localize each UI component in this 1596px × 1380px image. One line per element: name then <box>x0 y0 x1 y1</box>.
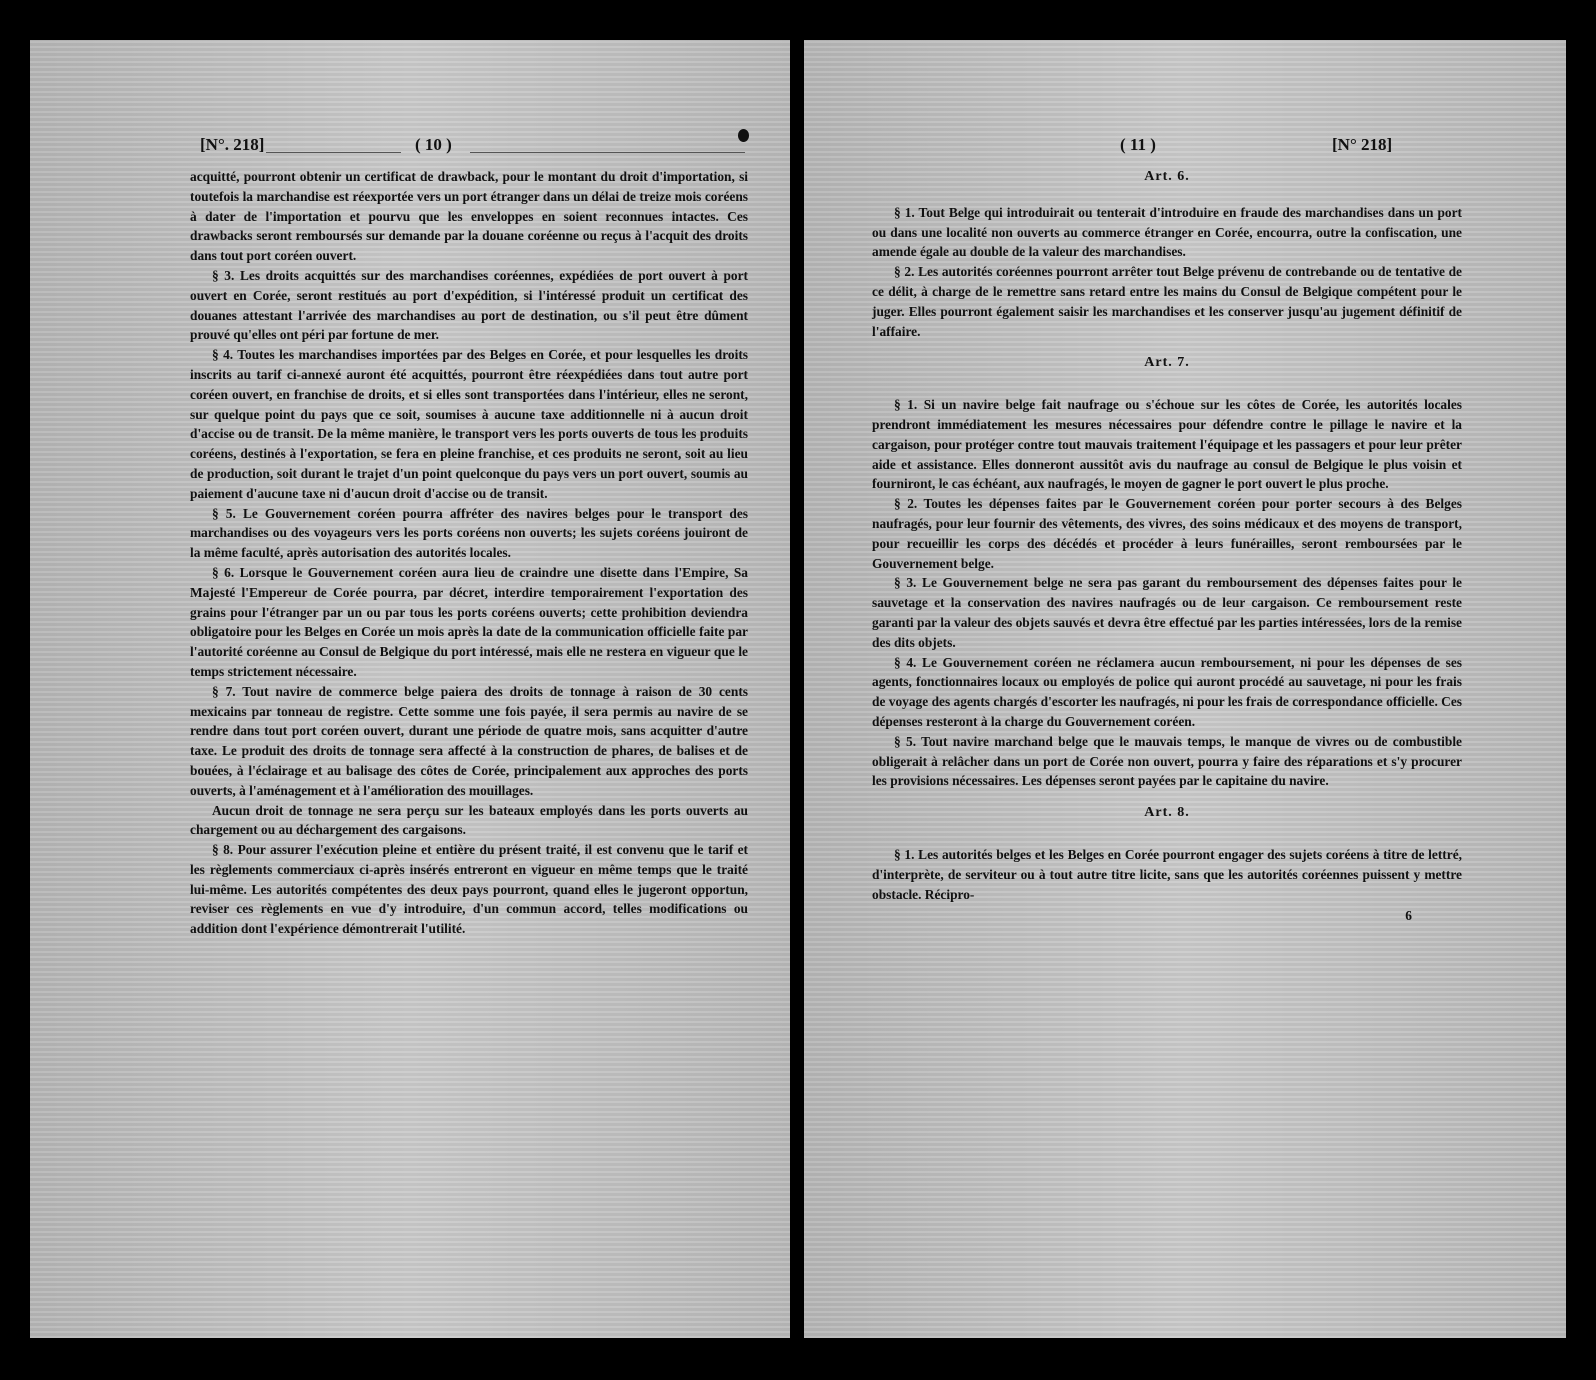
left-page <box>30 40 790 1338</box>
paragraph: § 2. Les autorités coréennes pourront arrêter tout Belge prévenu de contrebande ou de tentative de ce délit, à charge de le remettre sans retard entre les mains du Consul de Belgique compétent pour le juger. Elles pourront également saisir les marchandises et les conserver jusqu'au jugement définitif de l'affaire. <box>872 264 1462 339</box>
header-rule <box>266 152 401 153</box>
paragraph: Aucun droit de tonnage ne sera perçu sur les bateaux employés dans les ports ouverts au chargement ou au déchargement des cargaisons. <box>190 802 748 838</box>
paragraph: § 8. Pour assurer l'exécution pleine et entière du présent traité, il est convenu que le tarif et les règlements commerciaux ci-après insérés entreront en vigueur en même temps que le traité lui-même. Les autorités compétentes des deux pays pourront, quand elles le jugeront opportun, reviser ces règlements en vue d'y introduire, d'un commun accord, telles modifications ou addition dont l'expérience démontrerait l'utilité. <box>190 842 748 937</box>
paragraph: § 5. Tout navire marchand belge que le mauvais temps, le manque de vivres ou de combustible obligerait à relâcher dans un port de Corée non ouvert, pourra y faire des réparations et s'y procurer les provisions nécessaires. Les dépenses seront payées par le capitaine du navire. <box>872 733 1462 789</box>
paragraph: § 7. Tout navire de commerce belge paiera des droits de tonnage à raison de 30 cents mexicains par tonneau de registre. Cette somme une fois payée, il sera permis au navire de se rendre dans tout port coréen ouvert, durant une période de quatre mois, sans acquitter d'autre taxe. Le produit des droits de tonnage sera affecté à la construction de phares, de balises et de bouées, à l'éclairage et au balisage des côtes de Corée, principalement aux approches des ports ouverts, à l'aménagement et à l'amélioration des mouillages. <box>190 683 748 798</box>
paragraph: § 4. Toutes les marchandises importées par des Belges en Corée, et pour lesquelles les droits inscrits au tarif ci-annexé auront été acquittés, pourront être réexpédiées dans tout autre port coréen ouvert, en franchise de droits, et si elles sont transportées dans l'intérieur, elles ne seront, sur quelque point du pays que ce soit, soumises à aucune taxe additionnelle ni à aucun droit d'accise ou de transit. De la même manière, le transport vers les ports ouverts de tous les produits coréens, destinés à l'exportation, se fera en pleine franchise, et ces produits ne seront, soit au lieu de production, soit durant le trajet d'un point quelconque du pays vers un port ouvert, soumis au paiement d'aucune taxe ni d'aucun droit d'accise ou de transit. <box>190 347 748 501</box>
paragraph: acquitté, pourront obtenir un certificat de drawback, pour le montant du droit d'importation, si toutefois la marchandise est réexportée vers un port étranger dans un délai de treize mois coréens à dater de l'importation et pourvu que les enveloppes en soient reconnues intactes. Ces drawbacks seront remboursés sur demande par la douane coréenne ou reçus à l'acquit des droits dans tout port coréen ouvert. <box>190 169 748 264</box>
article-heading: Art. 7. <box>1144 355 1190 371</box>
paragraph: § 1. Tout Belge qui introduirait ou tenterait d'introduire en fraude des marchandises dans un port ou dans une localité non ouverts au commerce étranger en Corée, encourra, outre la confiscation, une amende égale au double de la valeur des marchandises. <box>872 204 1462 260</box>
ink-blot <box>738 129 749 142</box>
left-page-number: ( 10 ) <box>415 135 452 154</box>
paragraph: § 1. Les autorités belges et les Belges en Corée pourront engager des sujets coréens à titre de lettré, d'interprète, de serviteur ou à tout autre titre licite, sans que les autorités coréennes puissent y mettre obstacle. Récipro- <box>872 846 1462 902</box>
paragraph: § 3. Les droits acquittés sur des marchandises coréennes, expédiées de port ouvert à port ouvert en Corée, seront restitués au port d'expédition, si l'intéressé produit un certificat des douanes attestant l'arrivée des marchandises au port de destination, ou s'il peut être dûment prouvé qu'elles ont péri par fortune de mer. <box>190 267 748 343</box>
paragraph: § 4. Le Gouvernement coréen ne réclamera aucun remboursement, ni pour les dépenses de ses agents, fonctionnaires locaux ou employés de police qui auront procédé au sauvetage, ni pour les frais de voyage des agents chargés d'escorter les naufragés, ni pour les frais de correspondance officielle. Ces dépenses resteront à la charge du Gouvernement coréen. <box>872 654 1462 729</box>
paragraph: § 1. Si un navire belge fait naufrage ou s'échoue sur les côtes de Corée, les autorités locales prendront immédiatement les mesures nécessaires pour défendre contre le pillage le navire et la cargaison, pour protéger contre tout mauvais traitement l'équipage et les passagers et pour leur prêter aide et assistance. Elles donneront aussitôt avis du naufrage au consul de Belgique le plus voisin et fourniront, le cas échéant, aux naufragés, le moyen de gagner le port ouvert le plus proche. <box>872 397 1462 492</box>
right-page-text <box>872 167 1462 926</box>
article-heading: Art. 8. <box>1144 805 1190 821</box>
paragraph: § 3. Le Gouvernement belge ne sera pas garant du remboursement des dépenses faites pour le sauvetage et la conservation des navires naufragés ou de leur cargaison. Ce remboursement reste garanti par la valeur des objets sauvés et devra être effectué par les parties intéressées, lors de la remise des dits objets. <box>872 575 1462 650</box>
left-doc-number: [N°. 218] <box>200 135 265 154</box>
article-heading: Art. 6. <box>1144 169 1190 184</box>
paragraph: § 2. Toutes les dépenses faites par le Gouvernement coréen pour porter secours à des Belges naufragés, pour leur fournir des vêtements, des vivres, des soins médicaux et des moyens de transport, pour recueillir les corps des décédés et procéder à leurs funérailles, seront remboursées par le Gouvernement belge. <box>872 496 1462 571</box>
right-page-number: ( 11 ) <box>1120 135 1156 154</box>
paragraph: § 5. Le Gouvernement coréen pourra affréter des navires belges pour le transport des marchandises ou des voyageurs vers les ports coréens non ouverts; les sujets coréens jouiront de la même faculté, après autorisation des autorités locales. <box>190 505 748 561</box>
signature-mark: 6 <box>1405 908 1412 924</box>
left-page-text <box>190 167 748 939</box>
paragraph: § 6. Lorsque le Gouvernement coréen aura lieu de craindre une disette dans l'Empire, Sa Majesté l'Empereur de Corée pourra, par décret, interdire temporairement l'exportation des grains pour l'étranger par un ou par tous les ports coréens ouverts; cette prohibition deviendra obligatoire pour les Belges en Corée un mois après la date de la communication officielle faite par l'autorité coréenne au Consul de Belgique du port intéressé, mais elle ne restera en vigueur que le temps strictement nécessaire. <box>190 564 748 679</box>
right-page <box>804 40 1566 1338</box>
header-rule <box>470 152 745 153</box>
right-doc-number: [N° 218] <box>1332 135 1393 154</box>
